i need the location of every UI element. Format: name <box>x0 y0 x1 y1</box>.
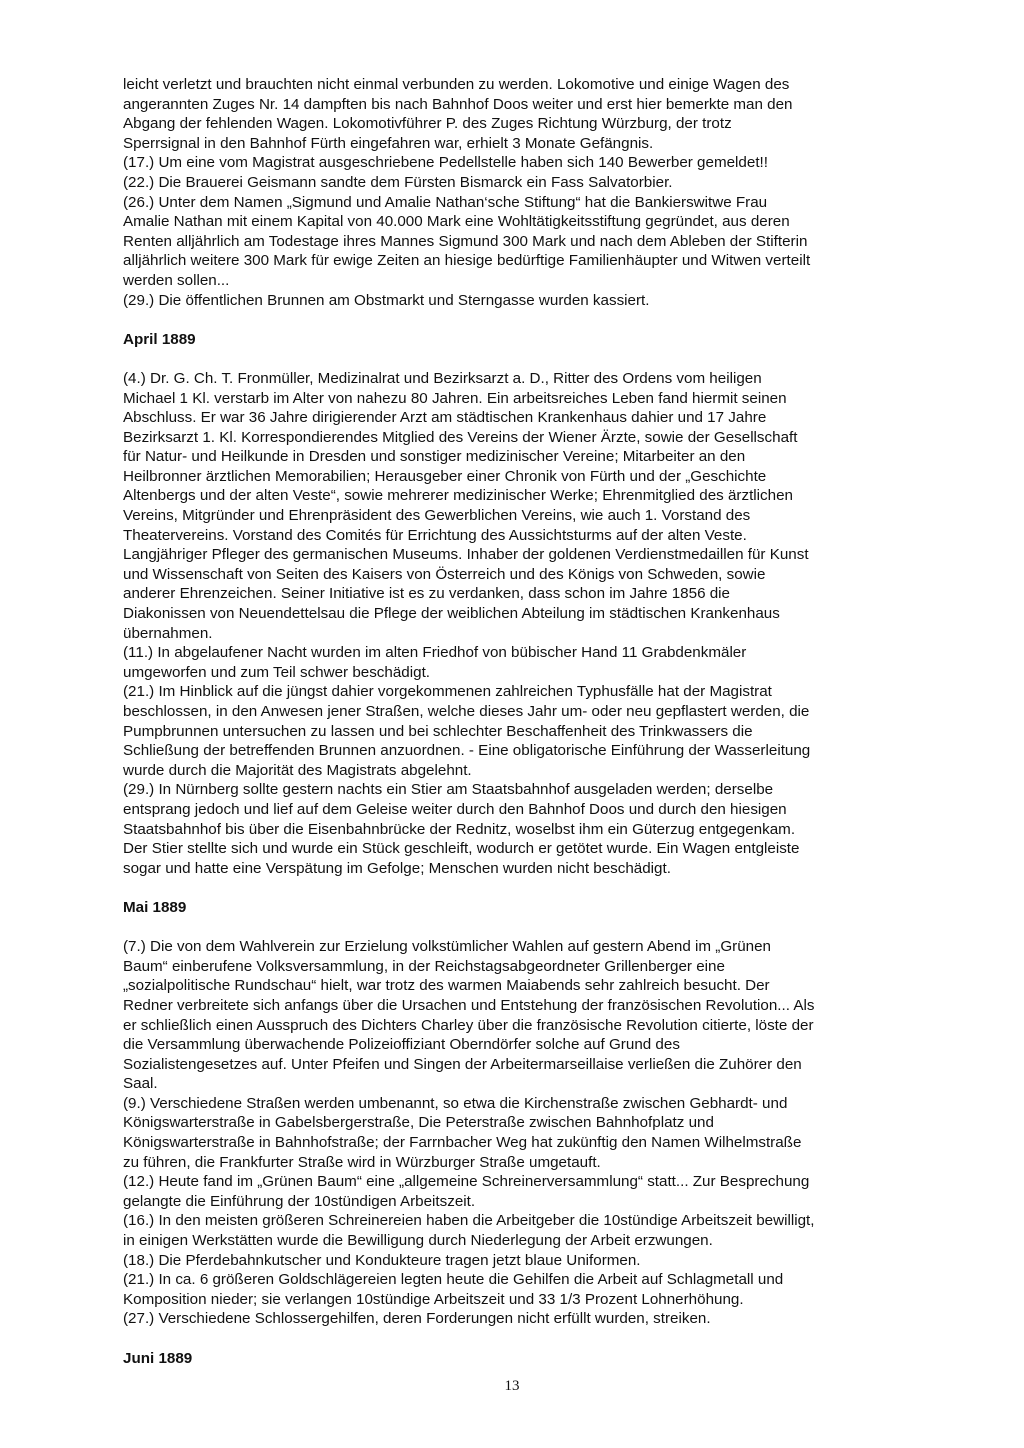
section-heading-juni: Juni 1889 <box>123 1349 193 1367</box>
section-heading-mai: Mai 1889 <box>123 898 187 916</box>
april-entry-21: (21.) Im Hinblick auf die jüngst dahier vorgekommenen zahlreichen Typhusfälle hat der Magistrat beschlossen, in den Anwesen jener Straßen, welche dieses Jahr um- oder neu gepflastert werden, die Pumpbrunnen untersuchen zu lassen und bei schlechter Beschaffenheit des Trinkwassers die Schließung der betreffenden Brunnen anzuordnen. - Eine obligatorische Einführung der Wasserleitung wurde durch die Majorität des Magistrats abgelehnt. <box>123 683 811 779</box>
mai-entry-7: (7.) Die von dem Wahlverein zur Erzielung volkstümlicher Wahlen auf gestern Abend im „Grünen Baum“ einberufene Volksversammlung, in der Reichstagsabgeordneter Grillenberger eine „sozialpolitische Rundschau“ hielt, war trotz des warmen Maiabends sehr zahlreich besucht. Der Redner verbreitete sich anfangs über die Ursachen und Entstehung der französischen Revolution... Als er schließlich einen Ausspruch des Dichters Charley über die französische Revolution citierte, löste der die Versammlung überwachende Polizeioffiziant Oberndörfer solche auf Grund des Sozialistengesetzes auf. Unter Pfeifen und Singen der Arbeitermarseillaise verließen die Zuhörer den Saal. <box>123 938 815 1093</box>
section-spacer <box>123 918 913 938</box>
april-entry-11: (11.) In abgelaufener Nacht wurden im alten Friedhof von bübischer Hand 11 Grabdenkmäler umgeworfen und zum Teil schwer beschädigt. <box>123 644 747 681</box>
mai-entry-21: (21.) In ca. 6 größeren Goldschlägereien legten heute die Gehilfen die Arbeit auf Schlagmetall und Komposition nieder; sie verlangen 10stündige Arbeitszeit und 33 1/3 Prozent Lohnerhöhung. <box>123 1271 784 1308</box>
mai-entry-16: (16.) In den meisten größeren Schreinereien haben die Arbeitgeber die 10stündige Arbeitszeit bewilligt, in einigen Werkstätten wurde die Bewilligung durch Niederlegung der Arbeit erzwungen. <box>123 1212 815 1250</box>
march-entry-22: (22.) Die Brauerei Geismann sandte dem Fürsten Bismarck ein Fass Salvatorbier. <box>123 173 673 191</box>
mai-entry-12: (12.) Heute fand im „Grünen Baum“ eine „allgemeine Schreinerversammlung“ statt... Zur Besprechung gelangte die Einführung der 10stündigen Arbeitszeit. <box>123 1173 810 1210</box>
section-heading-april: April 1889 <box>123 330 196 348</box>
section-spacer <box>123 310 913 330</box>
march-entry-17: (17.) Um eine vom Magistrat ausgeschriebene Pedellstelle haben sich 140 Bewerber gemeldet!! <box>123 154 768 172</box>
march-entry-continued: leicht verletzt und brauchten nicht einmal verbunden zu werden. Lokomotive und einige Wagen des angerannten Zuges Nr. 14 dampften bis nach Bahnhof Doos weiter und erst hier bemerkte man den Abgang der fehlenden Wagen. Lokomotivführer P. des Zuges Richtung Würzburg, der trotz Sperrsignal in den Bahnhof Fürth eingefahren war, erhielt 3 Monate Gefängnis. <box>123 76 793 152</box>
april-entry-4: (4.) Dr. G. Ch. T. Fronmüller, Medizinalrat und Bezirksarzt a. D., Ritter des Ordens vom heiligen Michael 1 Kl. verstarb im Alter von nahezu 80 Jahren. Ein arbeitsreiches Leben fand hiermit seinen Abschluss. Er war 36 Jahre dirigierender Arzt am städtischen Krankenhaus dahier und 17 Jahre Bezirksarzt 1. Kl. Korrespondierendes Mitglied des Vereins der Wiener Ärzte, sowie der Gesellschaft für Natur- und Heilkunde in Dresden und sonstiger medizinischer Vereine; Mitarbeiter an den Heilbronner ärztlichen Memorabilien; Herausgeber einer Chronik von Fürth und der „Geschichte Altenbergs und der alten Veste“, sowie mehrerer medizinischer Werke; Ehrenmitglied des ärztlichen Vereins, Mitgründer und Ehrenpräsident des Gewerblichen Vereins, wie auch 1. Vorstand des Theatervereins. Vorstand des Comités für Errichtung des Aussichtsturms auf der alten Veste. Langjähriger Pfleger des germanischen Museums. Inhaber der goldenen Verdienstmedaillen für Kunst und Wissenschaft von Seiten des Kaisers von Österreich und des Königs von Schweden, sowie anderer Ehrenzeichen. Seiner Initiative ist es zu verdanken, dass schon im Jahre 1856 die Diakonissen von Neuendettelsau die Pflege der weiblichen Abteilung im städtischen Krankenhaus übernahmen. <box>123 369 809 642</box>
section-spacer <box>123 878 913 898</box>
mai-entry-27: (27.) Verschiedene Schlossergehilfen, deren Forderungen nicht erfüllt wurden, streiken. <box>123 1310 711 1328</box>
section-spacer <box>123 349 913 369</box>
april-entry-29: (29.) In Nürnberg sollte gestern nachts ein Stier am Staatsbahnhof ausgeladen werden; derselbe entsprang jedoch und lief auf dem Geleise weiter durch den Bahnhof Doos und durch den hiesigen Staatsbahnhof bis über die Eisenbahnbrücke der Rednitz, woselbst ihm ein Güterzug entgegenkam. Der Stier stellte sich und wurde ein Stück geschleift, wodurch er getötet wurde. Ein Wagen entgleiste sogar und hatte eine Verspätung im Gefolge; Menschen wurden nicht beschädigt. <box>123 781 800 877</box>
page-number: 13 <box>504 1378 520 1394</box>
march-entry-29: (29.) Die öffentlichen Brunnen am Obstmarkt und Sterngasse wurden kassiert. <box>123 291 650 309</box>
document-body <box>123 75 913 1368</box>
mai-entry-18: (18.) Die Pferdebahnkutscher und Kondukteure tragen jetzt blaue Uniformen. <box>123 1251 641 1269</box>
section-spacer <box>123 1329 913 1349</box>
mai-entry-9: (9.) Verschiedene Straßen werden umbenannt, so etwa die Kirchenstraße zwischen Gebhardt- und Königswarterstraße in Gabelsbergerstraße, Die Peterstraße zwischen Bahnhofplatz und Königswarterstraße in Bahnhofstraße; der Farrnbacher Weg hat zukünftig den Namen Wilhelmstraße zu führen, die Frankfurter Straße wird in Würzburger Straße umgetauft. <box>123 1094 802 1171</box>
march-entry-26: (26.) Unter dem Namen „Sigmund und Amalie Nathan‘sche Stiftung“ hat die Bankierswitwe Frau Amalie Nathan mit einem Kapital von 40.000 Mark eine Wohltätigkeitsstiftung gegründet, aus deren Renten alljährlich am Todestage ihres Mannes Sigmund 300 Mark und nach dem Ableben der Stifterin alljährlich weitere 300 Mark für ewige Zeiten an hiesige bedürftige Familienhäupter und Witwen verteilt werden sollen... <box>123 193 811 289</box>
